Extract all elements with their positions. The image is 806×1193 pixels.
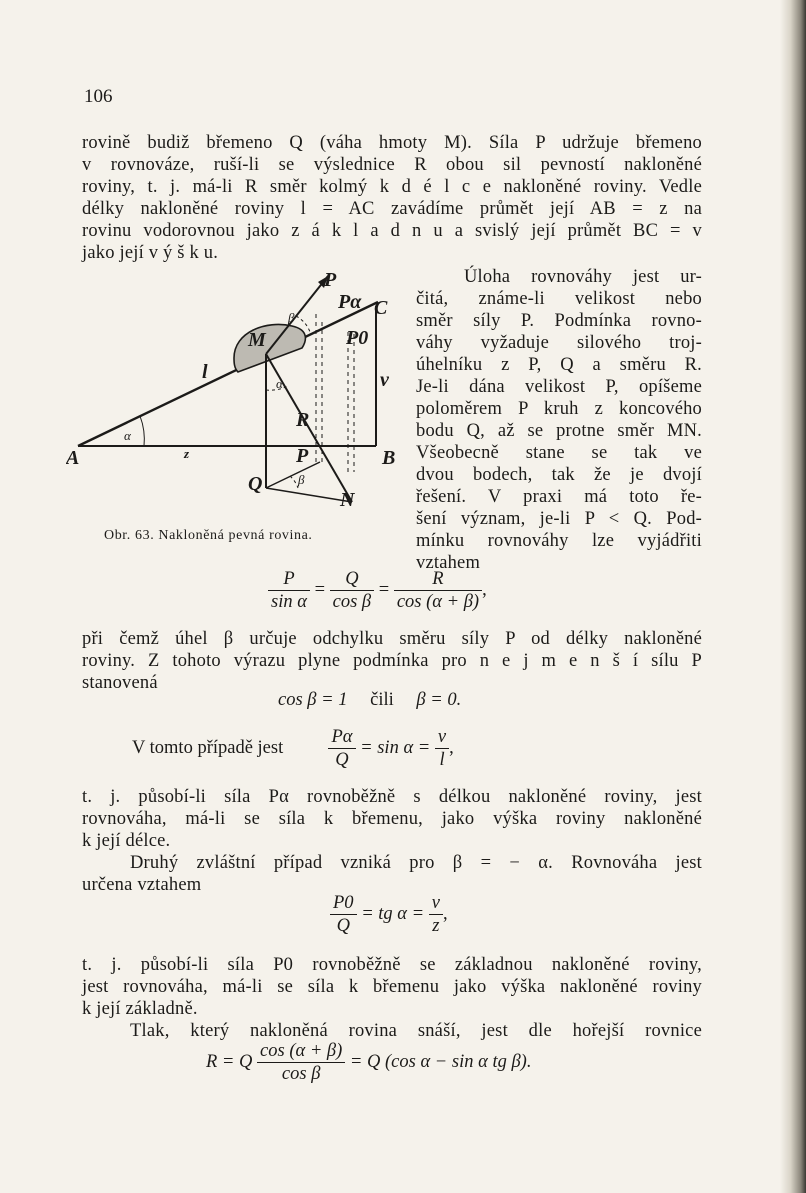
label-alpha-inner: α: [276, 376, 283, 391]
frac-den: cos (α + β): [396, 592, 480, 612]
text-line: směr síly P. Podmínka rovno-: [416, 311, 702, 331]
equilibrium-formula: $\frac{P}{\text{sin α}}$ = $\frac{Q}{\text{cos β}}$ = $\frac{R}{\cos (\alpha + \beta)}$ ,: [268, 568, 487, 613]
text-line: mínku rovnováhy lze vyjádřiti: [416, 531, 702, 551]
text-line: k její délce.: [82, 831, 171, 851]
text-line: roviny. Z tohoto výrazu plyne podmínka pro n e j m e n š í sílu P: [82, 651, 702, 671]
text-line: k její základně.: [82, 999, 198, 1019]
text-line: určena vztahem: [82, 875, 202, 895]
page-binding-shadow: [780, 0, 806, 1193]
frac-num: v: [429, 892, 443, 915]
label-alpha: α: [124, 428, 131, 443]
force-line-P-lower: [266, 462, 320, 488]
text-line: úhelníku z P, Q a směru R.: [416, 355, 702, 375]
frac-num: R: [394, 568, 482, 591]
frac-den: cos β: [281, 1064, 321, 1084]
text-line: délky nakloněné roviny l = AC zavádíme průmět její AB = z na: [82, 199, 702, 219]
frac-den: z: [432, 916, 440, 936]
page-number: 106: [84, 86, 113, 107]
label-beta-upper: β: [288, 310, 295, 325]
text-line: rovnováha, má-li se síla k břemenu, jako výška roviny nakloněné: [82, 809, 702, 829]
text-line: t. j. působí-li síla P0 rovnoběžně se základnou nakloněné roviny,: [82, 955, 702, 975]
formula-part: čili: [370, 690, 394, 710]
figure-drawing: [66, 262, 406, 524]
label-C: C: [374, 297, 388, 319]
text-line: čitá, známe-li velikost nebo: [416, 289, 702, 309]
label-P-zero: P0: [346, 327, 369, 349]
label-B: B: [382, 447, 396, 469]
label-beta-lower: β: [298, 472, 305, 487]
case-alpha-formula: [132, 726, 454, 771]
text-line: Je-li dána velikost P, opíšeme: [416, 377, 702, 397]
formula-tail: ,: [442, 903, 448, 924]
text-line: Tlak, který nakloněná rovina snáší, jest dle hořejší rovnice: [130, 1021, 702, 1041]
text-line: při čemž úhel β určuje odchylku směru síly P od délky nakloněné: [82, 629, 702, 649]
frac-num: P0: [330, 892, 357, 915]
text-line: Druhý zvláštní případ vzniká pro β = − α. Rovnováha jest: [130, 853, 702, 873]
text-line: roviny, t. j. má-li R směr kolmý k d é l c e nakloněné roviny. Vedle: [82, 177, 702, 197]
frac-num: Pα: [328, 726, 355, 749]
text-line: váhy vyžaduje silového troj-: [416, 333, 702, 353]
label-Q: Q: [248, 473, 263, 495]
pressure-formula: [206, 1040, 531, 1085]
text-line: Úloha rovnováhy jest ur-: [464, 267, 702, 287]
frac-num: Q: [330, 568, 375, 591]
incline-line-AC: [78, 302, 378, 446]
beta-arc-lower: [290, 476, 298, 488]
label-P-alpha: Pα: [338, 291, 362, 313]
frac-num: cos (α + β): [257, 1040, 345, 1063]
text-line: v rovnováze, ruší-li se výslednice R obou sil pevností nakloněné: [82, 155, 702, 175]
label-z: z: [184, 446, 190, 461]
label-P-lower: P: [296, 445, 309, 467]
frac-den: sin α: [271, 592, 307, 612]
label-v: v: [380, 369, 389, 391]
formula-part: cos β = 1: [278, 690, 348, 710]
label-P: P: [324, 269, 337, 291]
label-M: M: [248, 329, 266, 351]
text-line: stanovená: [82, 673, 158, 693]
inclined-plane-figure: [66, 262, 406, 524]
text-line: dvou bodech, tak že je dvojí: [416, 465, 702, 485]
alpha-arc: [140, 416, 144, 446]
text-line: jest rovnováha, má-li se síla k břemenu jako výška nakloněné roviny: [82, 977, 702, 997]
frac-den: Q: [336, 916, 350, 936]
text-line: řešení. V praxi má toto ře-: [416, 487, 702, 507]
formula-tail: ,: [482, 579, 487, 600]
case-zero-formula: [330, 892, 448, 937]
formula-part: β = 0.: [416, 690, 462, 710]
text-line: rovinu vodorovnou jako z á k l a d n u a svislý její průmět BC = v: [82, 221, 702, 241]
formula-part: = Q (cos α − sin α tg β).: [349, 1051, 532, 1072]
label-A: A: [66, 447, 80, 469]
frac-num: P: [268, 568, 310, 591]
text-line: Všeobecně stane se tak ve: [416, 443, 702, 463]
label-l: l: [202, 361, 208, 383]
frac-num: v: [435, 726, 449, 749]
label-R: R: [296, 409, 310, 431]
text-line: vztahem: [416, 553, 481, 573]
text-line: jako její v ý š k u.: [82, 243, 219, 263]
formula-part: R = Q: [206, 1051, 253, 1072]
formula-part: = tg α =: [361, 903, 425, 924]
min-force-condition: [278, 690, 461, 711]
formula-part: = sin α =: [360, 737, 431, 758]
text-line: t. j. působí-li síla Pα rovnoběžně s délkou nakloněné roviny, jest: [82, 787, 702, 807]
label-N: N: [340, 489, 355, 511]
formula-intro: V tomto případě jest: [132, 737, 284, 758]
frac-den: cos β: [332, 592, 372, 612]
formula-tail: ,: [449, 737, 454, 758]
frac-den: l: [439, 750, 445, 770]
frac-den: Q: [335, 750, 349, 770]
text-line: bodu Q, až se protne směr MN.: [416, 421, 702, 441]
text-line: rovině budiž břemeno Q (váha hmoty M). Síla P udržuje břemeno: [82, 133, 702, 153]
text-line: poloměrem P kruh z koncového: [416, 399, 702, 419]
text-line: šení význam, je-li P < Q. Pod-: [416, 509, 702, 529]
figure-caption: Obr. 63. Nakloněná pevná rovina.: [104, 528, 313, 543]
